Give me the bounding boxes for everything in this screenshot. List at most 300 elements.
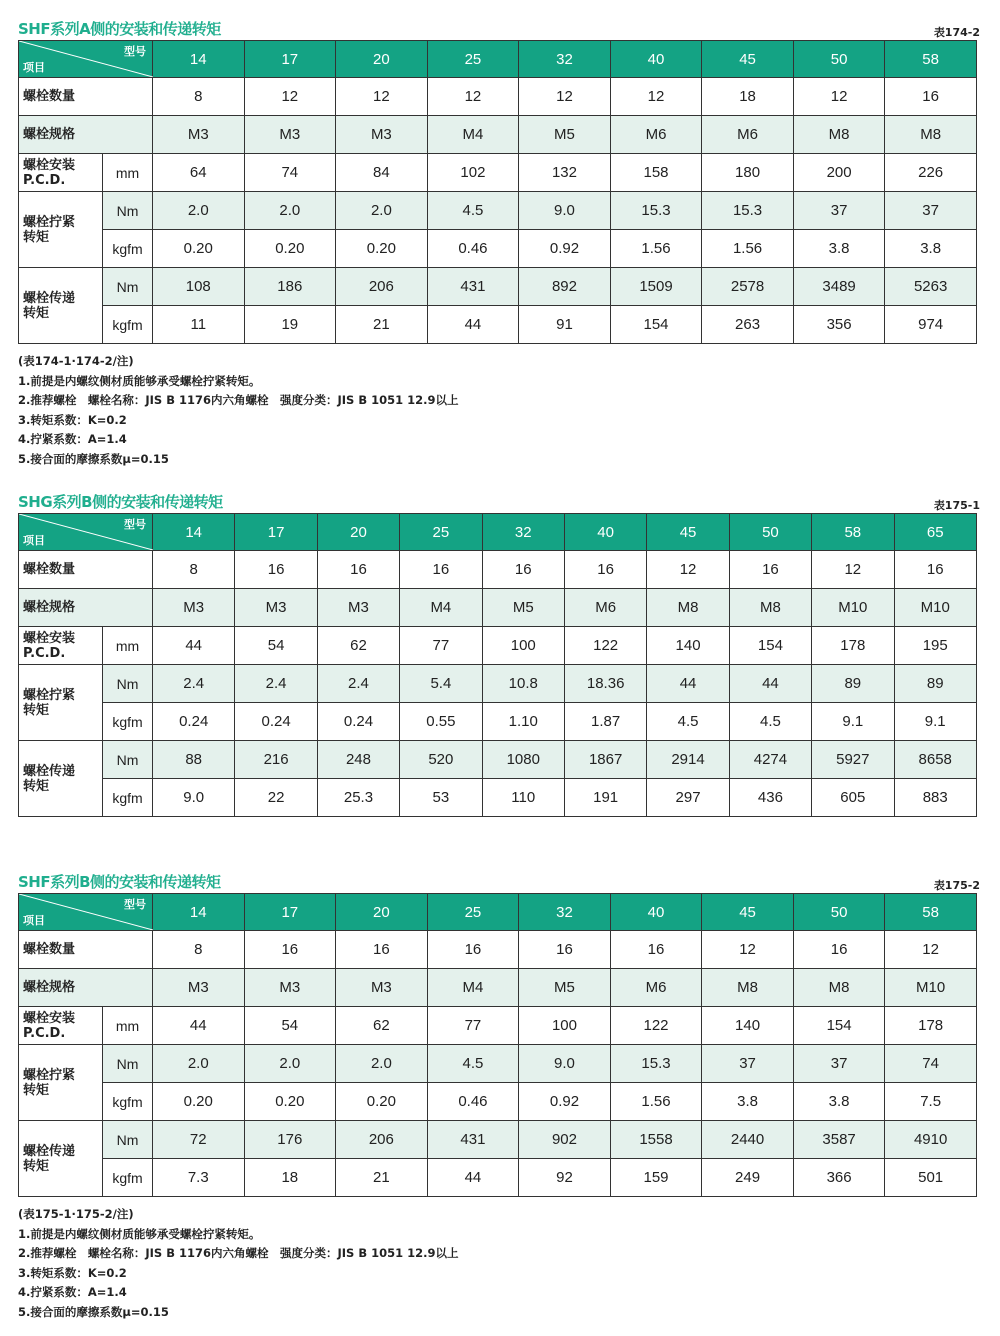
table-section — [18, 489, 980, 817]
row-label: 螺栓规格 — [19, 589, 153, 627]
value-cell: 16 — [336, 931, 428, 969]
value-cell: 2.0 — [336, 192, 428, 230]
value-cell: 18.36 — [564, 665, 646, 703]
value-cell: M3 — [153, 969, 245, 1007]
unit-cell: kgfm — [103, 230, 153, 268]
model-header: 25 — [400, 514, 482, 551]
row-label — [19, 154, 103, 192]
value-cell: 4.5 — [647, 703, 729, 741]
corner-model-label: 型号 — [124, 519, 146, 531]
value-cell: 84 — [336, 154, 428, 192]
value-cell: 16 — [793, 931, 885, 969]
value-cell: 2.4 — [317, 665, 399, 703]
row-label-line: 转矩 — [23, 778, 50, 794]
value-cell: 1558 — [610, 1121, 702, 1159]
value-cell: M4 — [427, 116, 519, 154]
value-cell: 0.20 — [244, 230, 336, 268]
value-cell: M8 — [729, 589, 811, 627]
value-cell: 12 — [793, 78, 885, 116]
table-row — [19, 78, 977, 116]
value-cell: 7.3 — [153, 1159, 245, 1197]
row-label: 螺栓数量 — [19, 551, 153, 589]
note-line: 4.拧紧系数：A=1.4 — [18, 432, 127, 447]
value-cell: 16 — [564, 551, 646, 589]
spec-table — [18, 513, 977, 817]
value-cell: 16 — [729, 551, 811, 589]
model-header: 32 — [519, 894, 611, 931]
value-cell: M5 — [519, 116, 611, 154]
model-header: 45 — [647, 514, 729, 551]
value-cell: 9.1 — [812, 703, 894, 741]
value-cell: 2578 — [702, 268, 794, 306]
value-cell: 16 — [894, 551, 976, 589]
section-header — [18, 869, 980, 893]
row-label-line: 螺栓拧紧 — [23, 1067, 76, 1083]
model-header: 17 — [244, 894, 336, 931]
value-cell: 2.0 — [244, 192, 336, 230]
value-cell: 16 — [400, 551, 482, 589]
value-cell: 44 — [647, 665, 729, 703]
value-cell: 0.20 — [336, 230, 428, 268]
value-cell: 12 — [702, 931, 794, 969]
value-cell: 159 — [610, 1159, 702, 1197]
value-cell: 54 — [235, 627, 317, 665]
corner-item-label: 项目 — [23, 535, 45, 547]
value-cell: 88 — [153, 741, 235, 779]
value-cell: 3.8 — [793, 1083, 885, 1121]
row-label — [19, 1007, 103, 1045]
value-cell: 89 — [894, 665, 976, 703]
value-cell: 16 — [519, 931, 611, 969]
table-number: 表175-2 — [933, 879, 980, 892]
row-label-line: 螺栓拧紧 — [23, 214, 76, 230]
row-label-line: 螺栓安装 — [23, 630, 76, 646]
row-label — [19, 741, 103, 817]
value-cell: 520 — [400, 741, 482, 779]
value-cell: 2.0 — [336, 1045, 428, 1083]
value-cell: 11 — [153, 306, 245, 344]
row-label-line: P.C.D. — [23, 172, 66, 188]
value-cell: 2.4 — [153, 665, 235, 703]
table-row — [19, 268, 977, 306]
value-cell: 8 — [153, 551, 235, 589]
value-cell: M6 — [564, 589, 646, 627]
table-row — [19, 1083, 977, 1121]
value-cell: 0.46 — [427, 230, 519, 268]
value-cell: M6 — [702, 116, 794, 154]
row-label: 螺栓规格 — [19, 116, 153, 154]
value-cell: 176 — [244, 1121, 336, 1159]
corner-item-label: 项目 — [23, 62, 45, 74]
value-cell: 501 — [885, 1159, 977, 1197]
notes-block — [18, 1205, 458, 1323]
note-line: 3.转矩系数：K=0.2 — [18, 1265, 127, 1280]
value-cell: 54 — [244, 1007, 336, 1045]
header-row — [19, 41, 977, 78]
row-label — [19, 1045, 103, 1121]
value-cell: 89 — [812, 665, 894, 703]
value-cell: 1080 — [482, 741, 564, 779]
value-cell: 3489 — [793, 268, 885, 306]
value-cell: 178 — [812, 627, 894, 665]
value-cell: 0.24 — [317, 703, 399, 741]
row-label — [19, 268, 103, 344]
corner-cell — [19, 41, 153, 78]
value-cell: 16 — [235, 551, 317, 589]
value-cell: 9.0 — [519, 1045, 611, 1083]
unit-cell: kgfm — [103, 306, 153, 344]
value-cell: 5263 — [885, 268, 977, 306]
row-label-line: 螺栓传递 — [23, 1143, 76, 1159]
value-cell: 91 — [519, 306, 611, 344]
row-label-line: 螺栓传递 — [23, 763, 76, 779]
value-cell: 605 — [812, 779, 894, 817]
value-cell: 366 — [793, 1159, 885, 1197]
value-cell: 102 — [427, 154, 519, 192]
table-row — [19, 1121, 977, 1159]
value-cell: 178 — [885, 1007, 977, 1045]
value-cell: 19 — [244, 306, 336, 344]
model-header: 65 — [894, 514, 976, 551]
model-header: 58 — [885, 41, 977, 78]
table-row — [19, 589, 977, 627]
unit-cell: kgfm — [103, 703, 153, 741]
value-cell: 21 — [336, 306, 428, 344]
value-cell: 154 — [793, 1007, 885, 1045]
value-cell: M3 — [244, 116, 336, 154]
note-line: 3.转矩系数：K=0.2 — [18, 412, 127, 427]
value-cell: 53 — [400, 779, 482, 817]
value-cell: 2.0 — [244, 1045, 336, 1083]
value-cell: 108 — [153, 268, 245, 306]
value-cell: 180 — [702, 154, 794, 192]
note-line: (表174-1·174-2/注) — [18, 354, 134, 368]
value-cell: 154 — [729, 627, 811, 665]
value-cell: 74 — [885, 1045, 977, 1083]
value-cell: 12 — [336, 78, 428, 116]
row-label-line: 螺栓安装 — [23, 1010, 76, 1026]
row-label: 螺栓规格 — [19, 969, 153, 1007]
note-line: 4.拧紧系数：A=1.4 — [18, 1285, 127, 1300]
value-cell: 9.0 — [153, 779, 235, 817]
value-cell: 4274 — [729, 741, 811, 779]
value-cell: 44 — [729, 665, 811, 703]
notes-block — [18, 352, 458, 470]
value-cell: 22 — [235, 779, 317, 817]
row-label-line: 转矩 — [23, 1158, 50, 1174]
value-cell: 0.92 — [519, 230, 611, 268]
value-cell: 1867 — [564, 741, 646, 779]
value-cell: 64 — [153, 154, 245, 192]
value-cell: M10 — [812, 589, 894, 627]
note-line: 5.接合面的摩擦系数μ=0.15 — [18, 451, 169, 466]
value-cell: 12 — [427, 78, 519, 116]
table-section — [18, 16, 980, 344]
note-line: 5.接合面的摩擦系数μ=0.15 — [18, 1304, 169, 1319]
unit-cell: kgfm — [103, 1159, 153, 1197]
table-row — [19, 703, 977, 741]
value-cell: 18 — [702, 78, 794, 116]
value-cell: 21 — [336, 1159, 428, 1197]
value-cell: M8 — [885, 116, 977, 154]
value-cell: 356 — [793, 306, 885, 344]
unit-cell: mm — [103, 1007, 153, 1045]
value-cell: 122 — [610, 1007, 702, 1045]
value-cell: 436 — [729, 779, 811, 817]
value-cell: 902 — [519, 1121, 611, 1159]
model-header: 14 — [153, 41, 245, 78]
value-cell: M8 — [702, 969, 794, 1007]
table-row — [19, 969, 977, 1007]
table-row — [19, 551, 977, 589]
value-cell: 248 — [317, 741, 399, 779]
value-cell: 5.4 — [400, 665, 482, 703]
table-row — [19, 779, 977, 817]
value-cell: 15.3 — [610, 1045, 702, 1083]
unit-cell: Nm — [103, 741, 153, 779]
row-label — [19, 627, 103, 665]
value-cell: M5 — [519, 969, 611, 1007]
value-cell: 5927 — [812, 741, 894, 779]
corner-model-label: 型号 — [124, 46, 146, 58]
value-cell: M3 — [235, 589, 317, 627]
model-header: 32 — [482, 514, 564, 551]
table-row — [19, 931, 977, 969]
unit-cell: Nm — [103, 268, 153, 306]
row-label-line: 转矩 — [23, 702, 50, 718]
table-row — [19, 154, 977, 192]
value-cell: 263 — [702, 306, 794, 344]
value-cell: 8 — [153, 78, 245, 116]
model-header: 20 — [336, 894, 428, 931]
value-cell: 431 — [427, 1121, 519, 1159]
row-label-line: 转矩 — [23, 1082, 50, 1098]
value-cell: M3 — [244, 969, 336, 1007]
value-cell: 37 — [885, 192, 977, 230]
unit-cell: kgfm — [103, 779, 153, 817]
corner-cell — [19, 894, 153, 931]
value-cell: 62 — [336, 1007, 428, 1045]
value-cell: 216 — [235, 741, 317, 779]
value-cell: 3.8 — [793, 230, 885, 268]
value-cell: 100 — [482, 627, 564, 665]
value-cell: 12 — [519, 78, 611, 116]
value-cell: 16 — [427, 931, 519, 969]
value-cell: 4.5 — [729, 703, 811, 741]
value-cell: 92 — [519, 1159, 611, 1197]
value-cell: 4.5 — [427, 1045, 519, 1083]
value-cell: 1.56 — [610, 230, 702, 268]
value-cell: 0.24 — [235, 703, 317, 741]
value-cell: 1.56 — [610, 1083, 702, 1121]
value-cell: 10.8 — [482, 665, 564, 703]
value-cell: 297 — [647, 779, 729, 817]
value-cell: 0.20 — [336, 1083, 428, 1121]
value-cell: M3 — [317, 589, 399, 627]
value-cell: 9.1 — [894, 703, 976, 741]
value-cell: 0.92 — [519, 1083, 611, 1121]
section-title: SHF系列A侧的安装和传递转矩 — [18, 20, 221, 38]
model-header: 45 — [702, 41, 794, 78]
value-cell: 1.10 — [482, 703, 564, 741]
note-line: 1.前提是内螺纹侧材质能够承受螺栓拧紧转矩。 — [18, 373, 261, 388]
corner-item-label: 项目 — [23, 915, 45, 927]
value-cell: M6 — [610, 116, 702, 154]
model-header: 50 — [793, 894, 885, 931]
value-cell: 2.0 — [153, 192, 245, 230]
value-cell: M3 — [336, 116, 428, 154]
unit-cell: mm — [103, 627, 153, 665]
row-label-line: P.C.D. — [23, 645, 66, 661]
table-row — [19, 1159, 977, 1197]
model-header: 58 — [812, 514, 894, 551]
value-cell: M8 — [793, 969, 885, 1007]
value-cell: 122 — [564, 627, 646, 665]
value-cell: M3 — [336, 969, 428, 1007]
row-label — [19, 1121, 103, 1197]
unit-cell: Nm — [103, 1045, 153, 1083]
value-cell: M4 — [400, 589, 482, 627]
header-row — [19, 894, 977, 931]
value-cell: 25.3 — [317, 779, 399, 817]
model-header: 20 — [317, 514, 399, 551]
value-cell: 0.20 — [153, 1083, 245, 1121]
model-header: 20 — [336, 41, 428, 78]
table-row — [19, 665, 977, 703]
unit-cell: kgfm — [103, 1083, 153, 1121]
value-cell: 158 — [610, 154, 702, 192]
value-cell: 16 — [317, 551, 399, 589]
model-header: 17 — [235, 514, 317, 551]
model-header: 40 — [564, 514, 646, 551]
value-cell: 16 — [482, 551, 564, 589]
row-label-line: 转矩 — [23, 229, 50, 245]
table-row — [19, 1007, 977, 1045]
table-row — [19, 192, 977, 230]
value-cell: M10 — [894, 589, 976, 627]
corner-cell — [19, 514, 153, 551]
value-cell: M5 — [482, 589, 564, 627]
value-cell: 3.8 — [702, 1083, 794, 1121]
value-cell: 206 — [336, 1121, 428, 1159]
model-header: 17 — [244, 41, 336, 78]
value-cell: 1.87 — [564, 703, 646, 741]
value-cell: 140 — [647, 627, 729, 665]
value-cell: 195 — [894, 627, 976, 665]
value-cell: 249 — [702, 1159, 794, 1197]
row-label-line: 转矩 — [23, 305, 50, 321]
value-cell: 0.24 — [153, 703, 235, 741]
value-cell: 186 — [244, 268, 336, 306]
value-cell: 0.55 — [400, 703, 482, 741]
value-cell: 12 — [647, 551, 729, 589]
value-cell: 72 — [153, 1121, 245, 1159]
value-cell: 9.0 — [519, 192, 611, 230]
value-cell: 110 — [482, 779, 564, 817]
value-cell: 431 — [427, 268, 519, 306]
value-cell: 62 — [317, 627, 399, 665]
value-cell: 37 — [793, 1045, 885, 1083]
value-cell: 74 — [244, 154, 336, 192]
row-label — [19, 192, 103, 268]
unit-cell: Nm — [103, 1121, 153, 1159]
value-cell: 200 — [793, 154, 885, 192]
section-title: SHF系列B侧的安装和传递转矩 — [18, 873, 221, 891]
value-cell: 0.20 — [244, 1083, 336, 1121]
section-title: SHG系列B侧的安装和传递转矩 — [18, 493, 223, 511]
value-cell: M6 — [610, 969, 702, 1007]
row-label: 螺栓数量 — [19, 931, 153, 969]
value-cell: M3 — [153, 589, 235, 627]
row-label-line: P.C.D. — [23, 1025, 66, 1041]
value-cell: 18 — [244, 1159, 336, 1197]
header-row — [19, 514, 977, 551]
spec-table — [18, 40, 977, 344]
row-label-line: 螺栓拧紧 — [23, 687, 76, 703]
value-cell: 132 — [519, 154, 611, 192]
value-cell: 2.4 — [235, 665, 317, 703]
value-cell: 191 — [564, 779, 646, 817]
value-cell: 44 — [153, 1007, 245, 1045]
value-cell: 15.3 — [702, 192, 794, 230]
value-cell: M4 — [427, 969, 519, 1007]
value-cell: M10 — [885, 969, 977, 1007]
row-label-line: 螺栓传递 — [23, 290, 76, 306]
value-cell: M8 — [647, 589, 729, 627]
value-cell: 2440 — [702, 1121, 794, 1159]
section-header — [18, 16, 980, 40]
value-cell: 100 — [519, 1007, 611, 1045]
table-row — [19, 306, 977, 344]
table-row — [19, 116, 977, 154]
model-header: 32 — [519, 41, 611, 78]
value-cell: 2914 — [647, 741, 729, 779]
value-cell: 226 — [885, 154, 977, 192]
value-cell: 44 — [153, 627, 235, 665]
value-cell: 974 — [885, 306, 977, 344]
model-header: 14 — [153, 894, 245, 931]
value-cell: 8 — [153, 931, 245, 969]
unit-cell: Nm — [103, 665, 153, 703]
value-cell: 892 — [519, 268, 611, 306]
row-label — [19, 665, 103, 741]
row-label: 螺栓数量 — [19, 78, 153, 116]
value-cell: 16 — [885, 78, 977, 116]
value-cell: 4910 — [885, 1121, 977, 1159]
value-cell: 12 — [244, 78, 336, 116]
value-cell: 1509 — [610, 268, 702, 306]
unit-cell: mm — [103, 154, 153, 192]
model-header: 25 — [427, 41, 519, 78]
table-row — [19, 1045, 977, 1083]
model-header: 58 — [885, 894, 977, 931]
value-cell: 44 — [427, 1159, 519, 1197]
value-cell: 206 — [336, 268, 428, 306]
value-cell: 12 — [610, 78, 702, 116]
note-line: 2.推荐螺栓 螺栓名称：JIS B 1176内六角螺栓 强度分类：JIS B 1051 12.9以上 — [18, 1246, 459, 1261]
value-cell: 37 — [793, 192, 885, 230]
model-header: 14 — [153, 514, 235, 551]
value-cell: 44 — [427, 306, 519, 344]
value-cell: 16 — [244, 931, 336, 969]
value-cell: 16 — [610, 931, 702, 969]
value-cell: M3 — [153, 116, 245, 154]
table-row — [19, 741, 977, 779]
value-cell: 2.0 — [153, 1045, 245, 1083]
value-cell: 3.8 — [885, 230, 977, 268]
value-cell: 0.46 — [427, 1083, 519, 1121]
model-header: 40 — [610, 41, 702, 78]
